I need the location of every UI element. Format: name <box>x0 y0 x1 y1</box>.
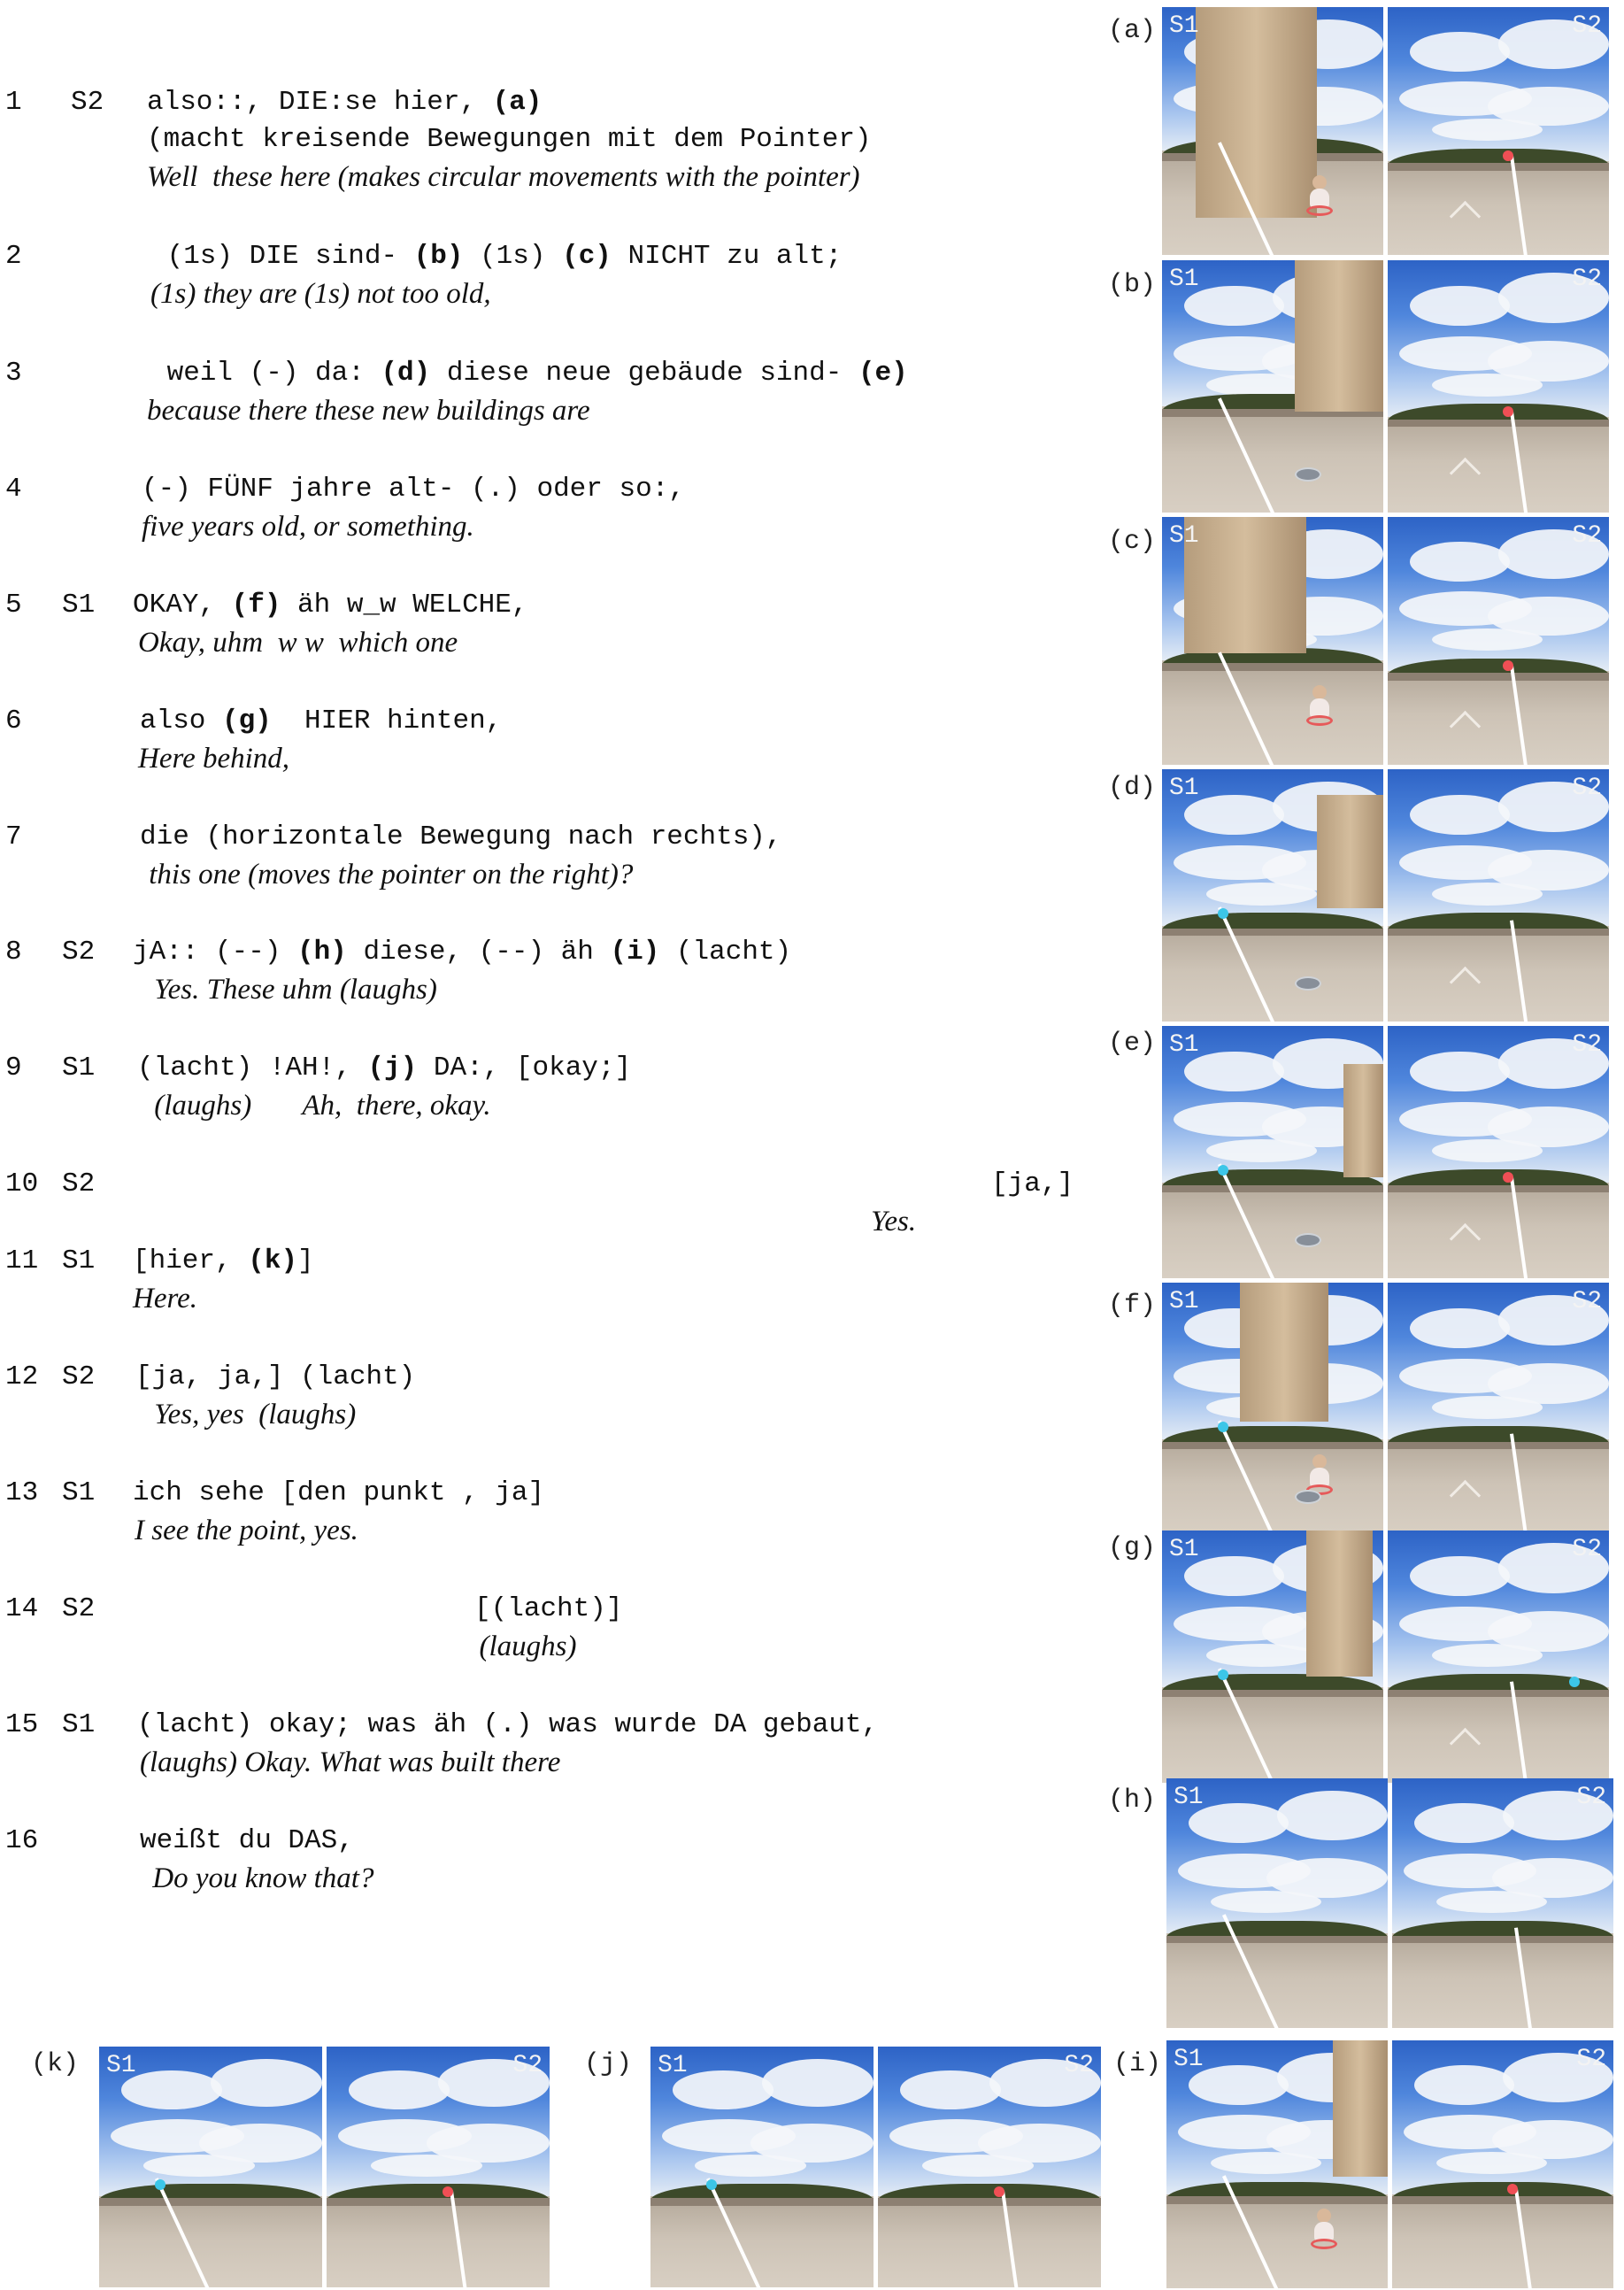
utterance-segment: DA:, [okay;] <box>417 1052 632 1083</box>
avatar-part <box>1312 175 1327 189</box>
parapet-wall <box>1162 1690 1383 1698</box>
english-translation: this one (moves the pointer on the right)? <box>142 859 634 891</box>
floor-marker <box>1295 467 1321 482</box>
cloud <box>1436 1891 1547 1913</box>
german-utterance <box>140 1825 354 1856</box>
frame-reference: (j) <box>367 1052 418 1083</box>
cloud <box>1189 1803 1289 1843</box>
cloud <box>1432 374 1543 397</box>
monument <box>1184 517 1306 653</box>
s1-view <box>1162 7 1383 255</box>
cloud <box>1189 2065 1289 2105</box>
cloud <box>121 2070 221 2109</box>
s2-view <box>1392 2040 1613 2288</box>
frame-reference: (d) <box>381 358 431 389</box>
cloud <box>1410 795 1510 836</box>
s2-view <box>1388 7 1609 255</box>
view-tag-s2: S2 <box>1572 266 1602 293</box>
plaza-floor <box>1388 936 1609 1022</box>
cloud <box>1432 1644 1543 1667</box>
frame-reference: (e) <box>858 358 908 389</box>
s2-view <box>1388 769 1609 1022</box>
cloud <box>1410 1556 1510 1597</box>
parapet-wall <box>1388 673 1609 680</box>
s2-view <box>327 2047 550 2287</box>
s1-view <box>650 2047 874 2287</box>
utterance-segment: die (horizontale Bewegung nach rechts), <box>140 821 782 852</box>
utterance-segment: (1s) DIE sind- <box>150 241 414 272</box>
utterance-segment: (1s) <box>463 241 563 272</box>
plaza-floor <box>650 2206 874 2287</box>
utterance-segment: weil (-) da: <box>150 358 381 389</box>
plaza-floor <box>1162 1697 1383 1783</box>
view-tag-s1: S1 <box>1169 12 1199 40</box>
panel-label: (i) <box>1113 2049 1162 2079</box>
german-utterance <box>133 1245 314 1276</box>
s1-view <box>1162 260 1383 513</box>
line-number: 15 <box>5 1709 39 1740</box>
parapet-wall <box>1166 1936 1388 1943</box>
speaker-label: S1 <box>62 590 96 621</box>
view-tag-s1: S1 <box>1169 1288 1199 1315</box>
cloud <box>1184 795 1284 836</box>
s2-view <box>1388 260 1609 513</box>
english-translation: Yes, yes (laughs) <box>147 1399 357 1430</box>
view-tag-s1: S1 <box>1169 775 1199 802</box>
view-tag-s1: S1 <box>1174 1784 1204 1811</box>
cloud <box>371 2155 482 2176</box>
view-tag-s2: S2 <box>1572 1536 1602 1563</box>
parapet-wall <box>650 2198 874 2205</box>
utterance-segment: ich sehe [den punkt , ja] <box>133 1477 545 1508</box>
speaker-label: S2 <box>62 937 96 968</box>
plaza-floor <box>1388 681 1609 765</box>
cloud <box>1410 542 1510 582</box>
cloud <box>1211 2152 1321 2174</box>
panel-label: (k) <box>31 2049 80 2079</box>
german-utterance <box>137 1052 631 1083</box>
floor-marker <box>1295 1490 1321 1504</box>
plaza-floor <box>1388 1697 1609 1783</box>
frame-reference: (i) <box>610 937 660 968</box>
english-translation: (laughs) Ah, there, okay. <box>147 1090 491 1122</box>
monument <box>1240 1283 1328 1422</box>
english-translation: (laughs) <box>319 1631 577 1662</box>
pointer-dot-s1 <box>1218 1165 1228 1176</box>
view-tag-s1: S1 <box>1169 522 1199 550</box>
plaza-floor <box>1162 936 1383 1022</box>
frame-reference: (k) <box>248 1245 298 1276</box>
monument <box>1317 795 1383 908</box>
german-utterance <box>133 590 527 621</box>
line-number: 7 <box>5 821 22 852</box>
plaza-floor <box>1162 671 1383 765</box>
cloud <box>695 2155 806 2176</box>
parapet-wall <box>1388 1185 1609 1193</box>
german-utterance <box>133 1477 544 1508</box>
cloud <box>349 2070 449 2109</box>
avatar-part <box>1312 685 1327 699</box>
panel-label: (d) <box>1108 773 1157 803</box>
view-tag-s2: S2 <box>1572 12 1602 40</box>
utterance-segment: [(lacht)] <box>310 1593 623 1624</box>
line-number: 14 <box>5 1593 39 1624</box>
speaker-label: S2 <box>62 1361 96 1392</box>
line-number: 3 <box>5 358 22 389</box>
s2-view <box>1388 1283 1609 1535</box>
utterance-segment: weißt du DAS, <box>140 1825 354 1856</box>
cloud <box>1206 1644 1317 1667</box>
parapet-wall <box>1388 929 1609 937</box>
view-tag-s2: S2 <box>1576 1784 1606 1811</box>
frame-reference: (b) <box>413 241 464 272</box>
frame-reference: (a) <box>492 87 543 118</box>
panel-label: (f) <box>1108 1291 1157 1321</box>
english-translation: (laughs) Okay. What was built there <box>140 1746 561 1778</box>
german-utterance <box>147 87 542 118</box>
utterance-segment: also::, DIE:se hier, <box>147 87 493 118</box>
panel-label: (j) <box>584 2049 633 2079</box>
line-number: 6 <box>5 706 22 736</box>
german-utterance <box>580 1168 1074 1199</box>
english-translation: Well these here (makes circular movements with the pointer) <box>147 161 860 193</box>
cloud <box>143 2155 255 2176</box>
parapet-wall <box>1162 1442 1383 1450</box>
parapet-wall <box>1162 1185 1383 1193</box>
line-number: 10 <box>5 1168 39 1199</box>
pointer-dot-s2 <box>443 2186 453 2197</box>
s1-view <box>99 2047 322 2287</box>
plaza-floor <box>99 2206 322 2287</box>
cloud <box>1410 286 1510 327</box>
plaza-floor <box>1162 1192 1383 1278</box>
avatar-part <box>1317 2209 1331 2223</box>
english-translation: Do you know that? <box>145 1862 374 1894</box>
view-tag-s2: S2 <box>1576 2046 1606 2073</box>
cloud <box>1432 1139 1543 1162</box>
view-tag-s2: S2 <box>1064 2052 1094 2079</box>
line-number: 16 <box>5 1825 39 1856</box>
cloud <box>1432 628 1543 651</box>
parapet-wall <box>1166 2196 1388 2203</box>
view-tag-s1: S1 <box>106 2052 136 2079</box>
avatar-part <box>1312 1454 1327 1469</box>
view-tag-s2: S2 <box>1572 1288 1602 1315</box>
s1-view <box>1162 1531 1383 1783</box>
plaza-floor <box>1162 1449 1383 1535</box>
speaker-label: S2 <box>62 1168 96 1199</box>
view-tag-s1: S1 <box>1169 266 1199 293</box>
utterance-segment: (lacht) okay; was äh (.) was wurde DA gebaut, <box>137 1709 879 1740</box>
cloud <box>1184 1556 1284 1597</box>
cloud <box>1410 32 1510 72</box>
avatar-s2 <box>1306 175 1333 218</box>
avatar-s2 <box>1311 2209 1337 2251</box>
frame-reference: (f) <box>231 590 281 621</box>
avatar-ring <box>1311 2239 1337 2249</box>
monument <box>1295 260 1383 412</box>
pointer-dot-s1 <box>155 2179 165 2190</box>
cloud <box>673 2070 773 2109</box>
monument <box>1306 1531 1373 1677</box>
plaza-floor <box>878 2206 1101 2287</box>
line-number: 12 <box>5 1361 39 1392</box>
utterance-segment: NICHT zu alt; <box>611 241 843 272</box>
plaza-floor <box>1392 1943 1613 2028</box>
s2-view <box>1388 1026 1609 1278</box>
panel-label: (a) <box>1108 16 1157 46</box>
view-tag-s2: S2 <box>1572 775 1602 802</box>
utterance-segment: also <box>140 706 223 736</box>
cloud <box>922 2155 1034 2176</box>
cloud <box>1414 1803 1514 1843</box>
english-translation: because there these new buildings are <box>147 395 590 427</box>
plaza-floor <box>1166 1943 1388 2028</box>
monument <box>1196 7 1318 218</box>
utterance-segment: jA:: (--) <box>133 937 298 968</box>
cloud <box>1206 1139 1317 1162</box>
utterance-segment: [ja, ja,] (lacht) <box>135 1361 416 1392</box>
s2-view <box>1388 1531 1609 1783</box>
view-tag-s1: S1 <box>1174 2046 1204 2073</box>
parapet-wall <box>1388 163 1609 170</box>
cloud <box>1414 2065 1514 2105</box>
german-utterance <box>135 1361 415 1392</box>
german-utterance <box>140 821 782 852</box>
parapet-wall <box>1392 1936 1613 1943</box>
utterance-segment: (lacht) !AH!, <box>137 1052 368 1083</box>
cloud <box>1410 1308 1510 1349</box>
line-number: 5 <box>5 590 22 621</box>
avatar-ring <box>1306 205 1333 216</box>
cloud <box>900 2070 1000 2109</box>
view-tag-s1: S1 <box>1169 1536 1199 1563</box>
english-translation: Here. <box>133 1283 197 1315</box>
s1-view <box>1162 517 1383 765</box>
cloud <box>1184 286 1284 327</box>
utterance-segment: diese, (--) äh <box>346 937 611 968</box>
cloud <box>1432 119 1543 141</box>
parapet-wall <box>1388 1442 1609 1450</box>
english-translation: Here behind, <box>138 743 290 775</box>
speaker-label: S1 <box>62 1245 96 1276</box>
parapet-wall <box>878 2198 1101 2205</box>
english-translation: Okay, uhm w w which one <box>138 627 458 659</box>
speaker-label: S1 <box>62 1052 96 1083</box>
cloud <box>1211 1891 1321 1913</box>
german-utterance <box>133 937 791 968</box>
floor-marker <box>1295 976 1321 991</box>
parapet-wall <box>1162 929 1383 937</box>
utterance-segment: [ja,] <box>580 1168 1074 1199</box>
cloud <box>1432 883 1543 906</box>
panel-label: (e) <box>1108 1029 1157 1059</box>
cloud <box>211 2059 322 2107</box>
parapet-wall <box>1388 1690 1609 1698</box>
english-translation: (1s) they are (1s) not too old, <box>150 278 491 310</box>
line-number: 4 <box>5 474 22 505</box>
plaza-floor <box>1388 171 1609 255</box>
utterance-segment: (lacht) <box>659 937 792 968</box>
utterance-segment: [hier, <box>133 1245 249 1276</box>
cloud <box>1184 1052 1284 1092</box>
line-number: 1 <box>5 87 22 118</box>
parapet-wall <box>1388 420 1609 428</box>
s2-view <box>1392 1778 1613 2028</box>
speaker-label: S1 <box>62 1477 96 1508</box>
view-tag-s2: S2 <box>512 2052 543 2079</box>
cloud <box>1277 1791 1388 1840</box>
line-number: 13 <box>5 1477 39 1508</box>
view-tag-s1: S1 <box>658 2052 688 2079</box>
english-translation: Yes. <box>579 1206 917 1238</box>
panel-label: (b) <box>1108 270 1157 300</box>
utterance-segment: äh w_w WELCHE, <box>281 590 528 621</box>
s2-view <box>1388 517 1609 765</box>
plaza-floor <box>1392 2204 1613 2288</box>
panel-label: (g) <box>1108 1533 1157 1563</box>
german-utterance <box>150 358 908 389</box>
parapet-wall <box>1162 663 1383 670</box>
german-utterance <box>137 1709 878 1740</box>
plaza-floor <box>1388 1192 1609 1278</box>
cloud <box>1206 883 1317 906</box>
utterance-segment: HIER hinten, <box>271 706 503 736</box>
plaza-floor <box>1388 427 1609 513</box>
english-translation: five years old, or something. <box>142 511 474 543</box>
panel-label: (h) <box>1108 1785 1157 1816</box>
german-utterance <box>310 1593 622 1624</box>
line-number: 11 <box>5 1245 39 1276</box>
german-utterance <box>142 474 685 505</box>
pointer-dot-s1 <box>1218 908 1228 919</box>
s1-view <box>1162 769 1383 1022</box>
frame-reference: (g) <box>222 706 272 736</box>
german-utterance-continuation: (macht kreisende Bewegungen mit dem Pointer) <box>147 124 872 155</box>
plaza-floor <box>1166 2204 1388 2288</box>
plaza-floor <box>327 2206 550 2287</box>
line-number: 8 <box>5 937 22 968</box>
line-number: 2 <box>5 241 22 272</box>
pointer-dot-s2 <box>994 2186 1004 2197</box>
line-number: 9 <box>5 1052 22 1083</box>
s1-view <box>1162 1026 1383 1278</box>
parapet-wall <box>1392 2196 1613 2203</box>
utterance-segment: ] <box>297 1245 314 1276</box>
avatar-s2 <box>1306 685 1333 728</box>
speaker-label: S1 <box>62 1709 96 1740</box>
utterance-segment: (-) FÜNF jahre alt- (.) oder so:, <box>142 474 685 505</box>
frame-reference: (c) <box>562 241 612 272</box>
cloud <box>762 2059 874 2107</box>
s1-view <box>1166 2040 1388 2288</box>
utterance-segment: OKAY, <box>133 590 232 621</box>
view-tag-s2: S2 <box>1572 522 1602 550</box>
frame-reference: (h) <box>297 937 347 968</box>
english-translation: I see the point, yes. <box>135 1515 358 1546</box>
avatar-ring <box>1306 715 1333 726</box>
parapet-wall <box>99 2198 322 2205</box>
monument <box>1333 2040 1389 2177</box>
german-utterance <box>150 241 842 272</box>
view-tag-s2: S2 <box>1572 1031 1602 1059</box>
monument <box>1343 1064 1383 1177</box>
s1-view <box>1166 1778 1388 2028</box>
cloud <box>1410 1052 1510 1092</box>
parapet-wall <box>327 2198 550 2205</box>
plaza-floor <box>1388 1449 1609 1535</box>
speaker-label: S2 <box>62 1593 96 1624</box>
german-utterance <box>140 706 502 736</box>
utterance-segment: diese neue gebäude sind- <box>430 358 858 389</box>
speaker-label: S2 <box>71 87 104 118</box>
panel-label: (c) <box>1108 527 1157 557</box>
pointer-dot-s1 <box>706 2179 717 2190</box>
plaza-floor <box>1162 417 1383 513</box>
view-tag-s1: S1 <box>1169 1031 1199 1059</box>
floor-marker <box>1295 1233 1321 1247</box>
s2-view <box>878 2047 1101 2287</box>
pointer-dot-s1 <box>1218 1422 1228 1432</box>
cloud <box>1436 2152 1547 2174</box>
pointer-dot-s1 <box>1218 1669 1228 1680</box>
cloud <box>1432 1396 1543 1419</box>
english-translation: Yes. These uhm (laughs) <box>147 974 437 1006</box>
s1-view <box>1162 1283 1383 1535</box>
